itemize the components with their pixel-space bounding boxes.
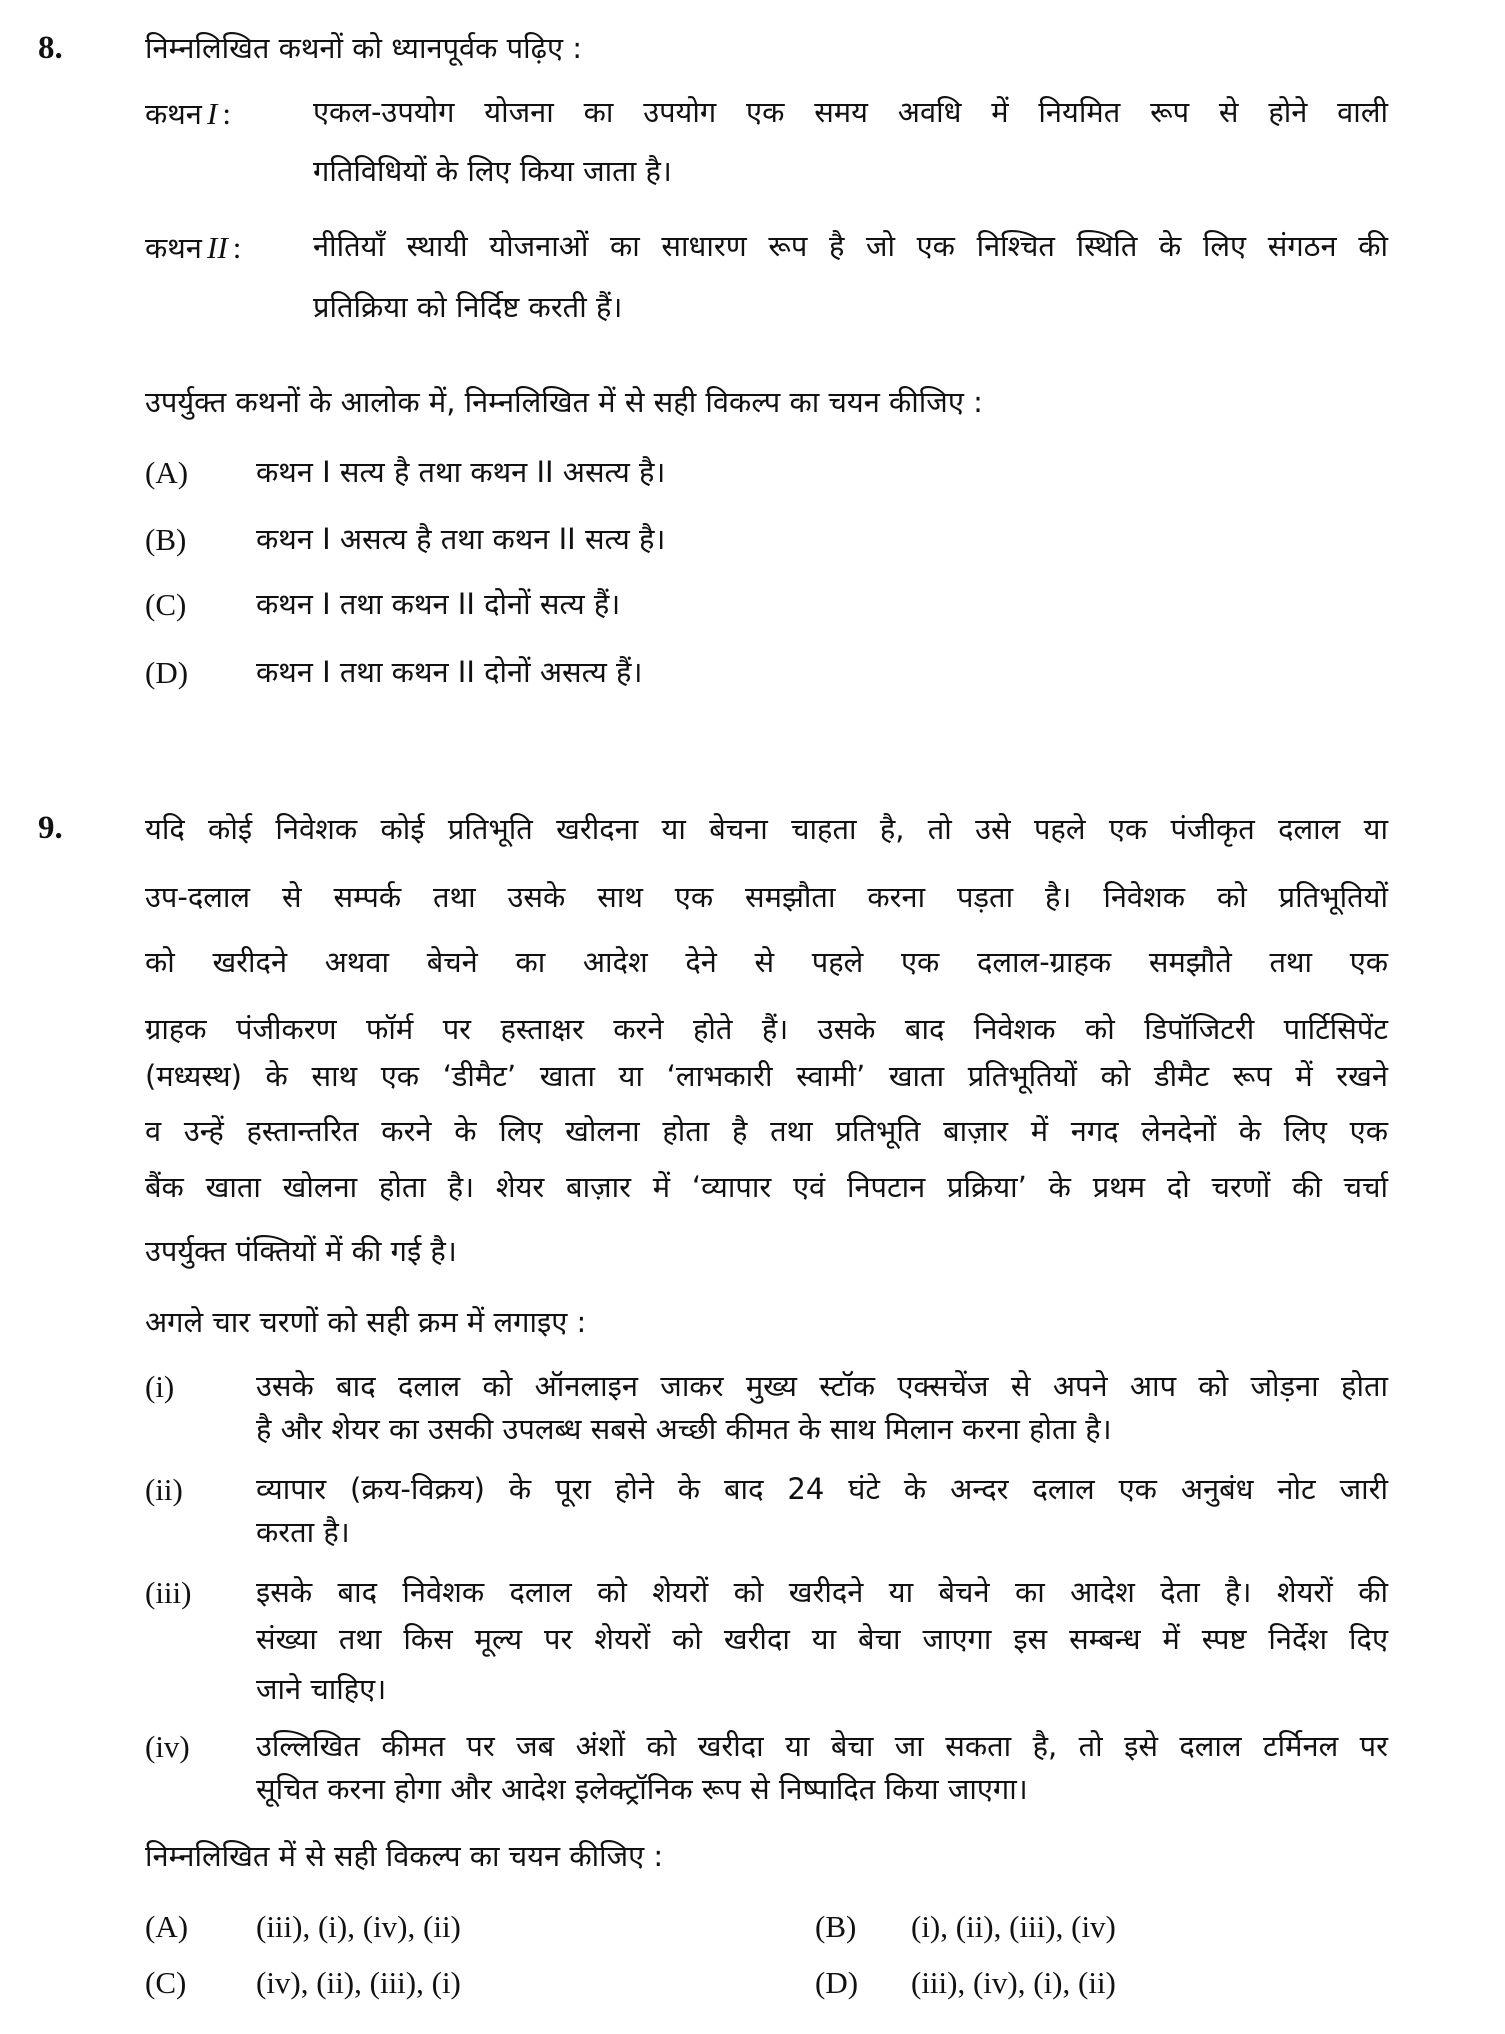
passage-line: उपर्युक्त पंक्तियों में की गई है। [145,1234,457,1268]
statement-line: गतिविधियों के लिए किया जाता है। [313,154,672,188]
statement-line: प्रतिक्रिया को निर्दिष्ट करती हैं। [313,290,623,324]
option-label: (C) [145,1965,187,2000]
option-text: कथन I सत्य है तथा कथन II असत्य है। [256,455,666,489]
option-label: (A) [145,1909,189,1944]
question-prompt: निम्नलिखित कथनों को ध्यानपूर्वक पढ़िए : [145,31,583,65]
step-line: उसके बाद दलाल को ऑनलाइन जाकर मुख्य स्टॉक एक्सचेंज से अपने आप को जोड़ना होता [256,1369,1388,1403]
passage-line: यदि कोई निवेशक कोई प्रतिभूति खरीदना या बेचना चाहता है, तो उसे पहले एक पंजीकृत दलाल या [145,812,1388,846]
step-label: (iii) [145,1575,192,1610]
passage-line: व उन्हें हस्तान्तरित करने के लिए खोलना होता है तथा प्रतिभूति बाज़ार में नगद लेनदेनों के लिए एक [145,1114,1388,1148]
option-text: (iii), (iv), (i), (ii) [911,1965,1116,2000]
option-label: (B) [145,522,187,557]
option-label: (C) [145,587,187,622]
option-text: कथन I असत्य है तथा कथन II सत्य है। [256,522,666,556]
step-line: संख्या तथा किस मूल्य पर शेयरों को खरीदा या बेचा जाएगा इस सम्बन्ध में स्पष्ट निर्देश दिए [256,1622,1388,1656]
step-line: व्यापार (क्रय-विक्रय) के पूरा होने के बाद 24 घंटे के अन्दर दलाल एक अनुबंध नोट जारी [256,1472,1388,1506]
step-label: (i) [145,1369,175,1404]
step-line: उल्लिखित कीमत पर जब अंशों को खरीदा या बेचा जा सकता है, तो इसे दलाल टर्मिनल पर [256,1729,1388,1763]
step-line: इसके बाद निवेशक दलाल को शेयरों को खरीदने या बेचने का आदेश देता है। शेयरों की [256,1575,1388,1609]
label-roman: I [207,96,218,131]
option-label: (B) [815,1909,857,1944]
question-instruction: उपर्युक्त कथनों के आलोक में, निम्नलिखित में से सही विकल्प का चयन कीजिए : [145,385,983,419]
label-roman: II [207,230,228,265]
arrange-prompt: अगले चार चरणों को सही क्रम में लगाइए : [145,1305,587,1339]
label-prefix: कथन [145,231,202,265]
passage-line: उप-दलाल से सम्पर्क तथा उसके साथ एक समझौता करना पड़ता है। निवेशक को प्रतिभूतियों [145,880,1388,914]
step-line: जाने चाहिए। [256,1672,387,1706]
label-prefix: कथन [145,97,202,131]
statement-line: एकल-उपयोग योजना का उपयोग एक समय अवधि में नियमित रूप से होने वाली [313,95,1388,129]
passage-line: (मध्यस्थ) के साथ एक ‘डीमैट’ खाता या ‘लाभकारी स्वामी’ खाता प्रतिभूतियों को डीमैट रूप में रखने [145,1059,1388,1093]
step-line: सूचित करना होगा और आदेश इलेक्ट्रॉनिक रूप से निष्पादित किया जाएगा। [256,1772,1028,1806]
option-text: (iv), (ii), (iii), (i) [256,1965,461,2000]
question-number: 9. [38,810,63,846]
option-label: (A) [145,455,189,490]
option-label: (D) [815,1965,859,2000]
statement-2-label [145,230,241,266]
passage-line: ग्राहक पंजीकरण फॉर्म पर हस्ताक्षर करने होते हैं। उसके बाद निवेशक को डिपॉजिटरी पार्टिसिपेंट [145,1012,1388,1046]
question-instruction: निम्नलिखित में से सही विकल्प का चयन कीजिए : [145,1839,664,1873]
step-line: है और शेयर का उसकी उपलब्ध सबसे अच्छी कीमत के साथ मिलान करना होता है। [256,1412,1112,1446]
option-text: कथन I तथा कथन II दोनों सत्य हैं। [256,587,621,621]
option-text: (iii), (i), (iv), (ii) [256,1909,461,1944]
step-label: (iv) [145,1729,190,1764]
statement-line: नीतियाँ स्थायी योजनाओं का साधारण रूप है जो एक निश्चित स्थिति के लिए संगठन की [313,229,1388,263]
option-label: (D) [145,655,189,690]
passage-line: को खरीदने अथवा बेचने का आदेश देने से पहले एक दलाल-ग्राहक समझौते तथा एक [145,945,1388,979]
statement-1-label [145,96,231,132]
label-colon: : [232,230,242,265]
option-text: (i), (ii), (iii), (iv) [911,1909,1116,1944]
option-text: कथन I तथा कथन II दोनों असत्य हैं। [256,655,643,689]
step-label: (ii) [145,1472,183,1507]
step-line: करता है। [256,1515,350,1549]
passage-line: बैंक खाता खोलना होता है। शेयर बाज़ार में ‘व्यापार एवं निपटान प्रक्रिया’ के प्रथम दो चरणों की चर्चा [145,1170,1388,1204]
question-number: 8. [38,30,63,66]
label-colon: : [222,96,232,131]
